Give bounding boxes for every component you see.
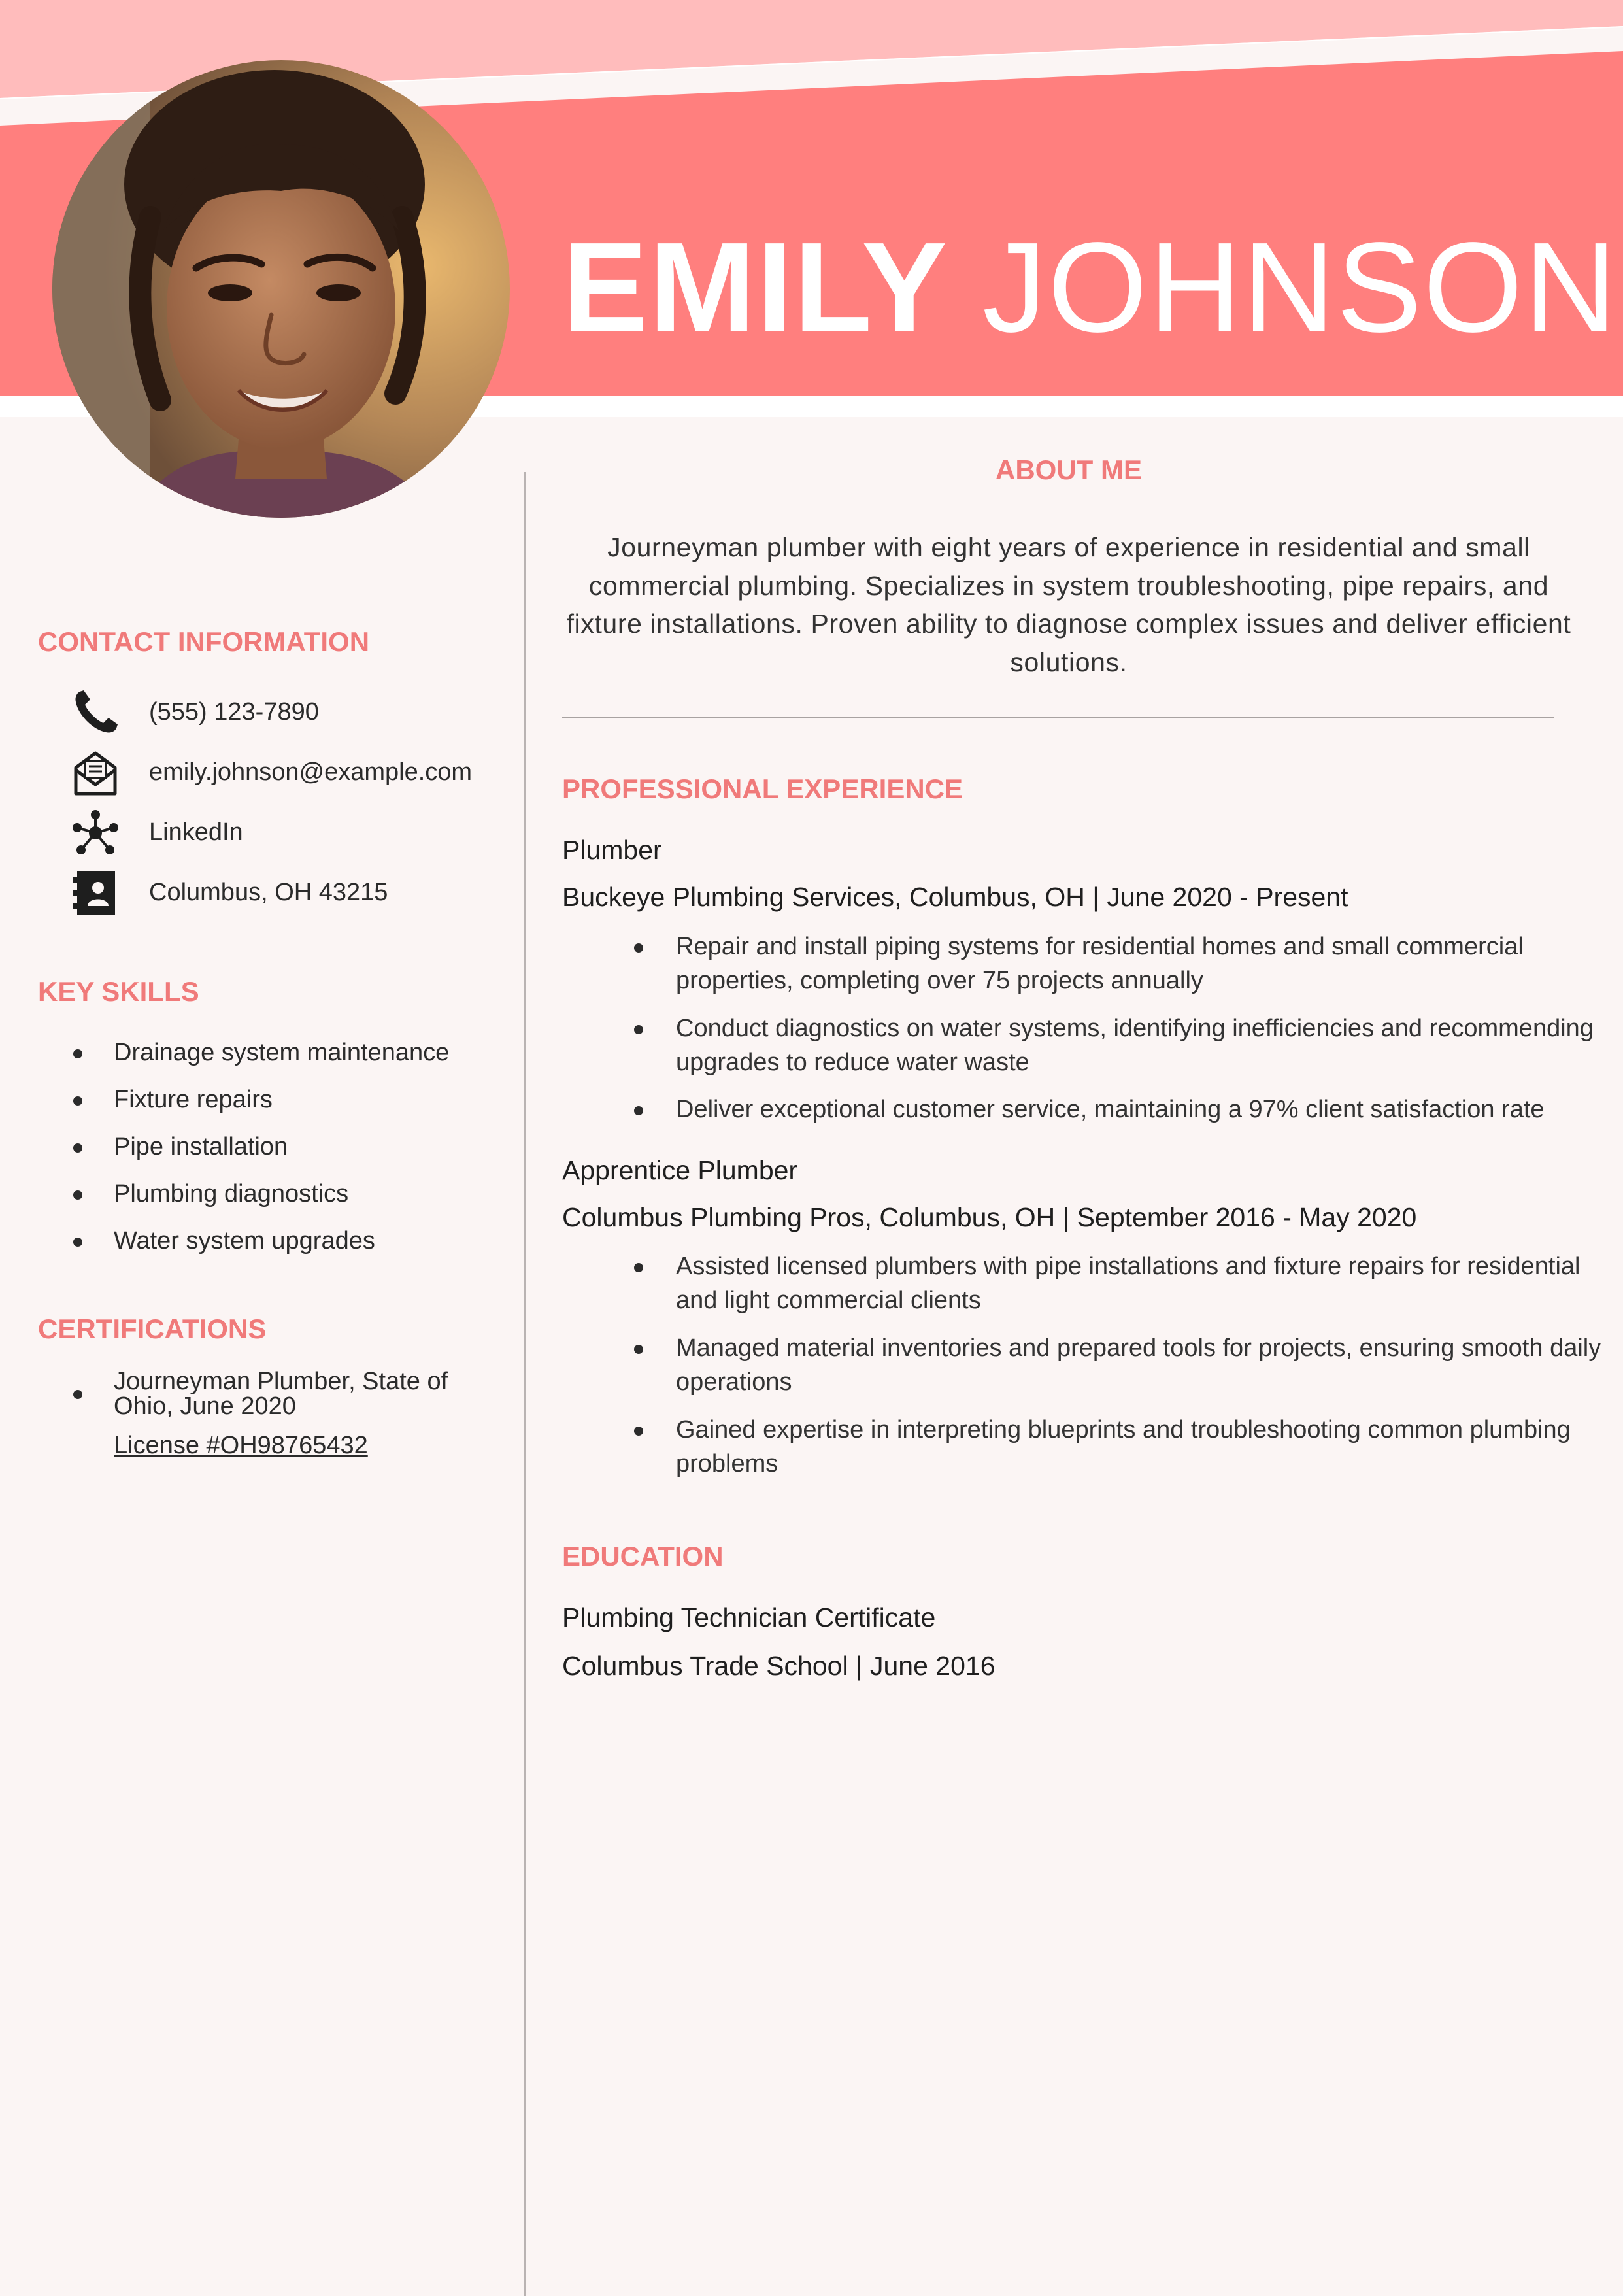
- contact-text: (555) 123-7890: [149, 698, 319, 726]
- bullet-dot: [634, 943, 643, 953]
- contact-text: LinkedIn: [149, 819, 243, 846]
- education-section-title: EDUCATION: [562, 1541, 724, 1572]
- candidate-name: [562, 209, 1618, 366]
- last-name: JOHNSON: [982, 216, 1618, 359]
- first-name: EMILY: [562, 216, 948, 359]
- bullet-dot: [634, 1263, 643, 1272]
- job-company: Columbus Plumbing Pros, Columbus, OH | September 2016 - May 2020: [562, 1202, 1417, 1232]
- skill-item: Drainage system maintenance: [114, 1039, 450, 1066]
- skill-item: Pipe installation: [114, 1133, 288, 1160]
- bullet-dot: [634, 1106, 643, 1115]
- section-divider: [562, 717, 1554, 718]
- job-company: Buckeye Plumbing Services, Columbus, OH | June 2020 - Present: [562, 882, 1348, 912]
- job-bullet: Deliver exceptional customer service, maintaining a 97% client satisfaction rate: [676, 1096, 1545, 1123]
- job-bullet: Repair and install piping systems for residential homes and small commercial properties, completing over 75 projects annually: [676, 933, 1524, 994]
- network-icon: [71, 808, 120, 858]
- bullet-dot: [73, 1190, 82, 1200]
- bullet-dot: [73, 1238, 82, 1247]
- experience-section-title: PROFESSIONAL EXPERIENCE: [562, 773, 963, 804]
- certification-line: Journeyman Plumber, State of: [114, 1368, 448, 1395]
- contact-text: Columbus, OH 43215: [149, 879, 388, 906]
- job-bullet: Managed material inventories and prepared tools for projects, ensuring smooth daily operations: [676, 1334, 1601, 1396]
- email-icon: [71, 748, 120, 798]
- bullet-dot: [73, 1390, 82, 1399]
- skill-item: Plumbing diagnostics: [114, 1180, 349, 1207]
- phone-icon: [71, 688, 120, 737]
- job-bullet: Gained expertise in interpreting blueprints and troubleshooting common plumbing problems: [676, 1416, 1571, 1477]
- bullet-dot: [634, 1427, 643, 1436]
- column-divider: [524, 472, 526, 2296]
- contact-phone: [71, 688, 515, 737]
- education-degree: Plumbing Technician Certificate: [562, 1602, 936, 1632]
- contact-email[interactable]: [71, 748, 515, 798]
- job-title: Plumber: [562, 835, 662, 865]
- certification-license: License #OH98765432: [114, 1432, 368, 1459]
- contact-linkedin[interactable]: [71, 808, 515, 858]
- about-text: Journeyman plumber with eight years of experience in residential and small commercial plumbing. Specializes in system troubleshooting, pipe repairs, and fixture installations. Proven ability to diagnose complex issues and deliver efficient solutions.: [566, 532, 1571, 677]
- bullet-dot: [634, 1025, 643, 1034]
- job-bullet: Conduct diagnostics on water systems, identifying inefficiencies and recommending upgrades to reduce water waste: [676, 1015, 1594, 1076]
- bullet-dot: [73, 1143, 82, 1153]
- job-bullet: Assisted licensed plumbers with pipe installations and fixture repairs for residential and light commercial clients: [676, 1253, 1581, 1314]
- skill-item: Water system upgrades: [114, 1227, 375, 1255]
- contact-location: [71, 868, 515, 918]
- contact-text: emily.johnson@example.com: [149, 758, 473, 786]
- job-title: Apprentice Plumber: [562, 1155, 798, 1185]
- skill-item: Fixture repairs: [114, 1086, 273, 1113]
- certifications-section-title: CERTIFICATIONS: [38, 1313, 267, 1344]
- contact-section-title: CONTACT INFORMATION: [38, 626, 370, 657]
- contact-card-icon: [71, 868, 120, 918]
- education-school: Columbus Trade School | June 2016: [562, 1651, 996, 1681]
- bullet-dot: [73, 1096, 82, 1106]
- profile-photo: [52, 60, 510, 518]
- certification-line: Ohio, June 2020: [114, 1393, 296, 1420]
- about-section-title: ABOUT ME: [996, 454, 1142, 485]
- bullet-dot: [73, 1049, 82, 1058]
- bullet-dot: [634, 1345, 643, 1354]
- skills-section-title: KEY SKILLS: [38, 976, 199, 1007]
